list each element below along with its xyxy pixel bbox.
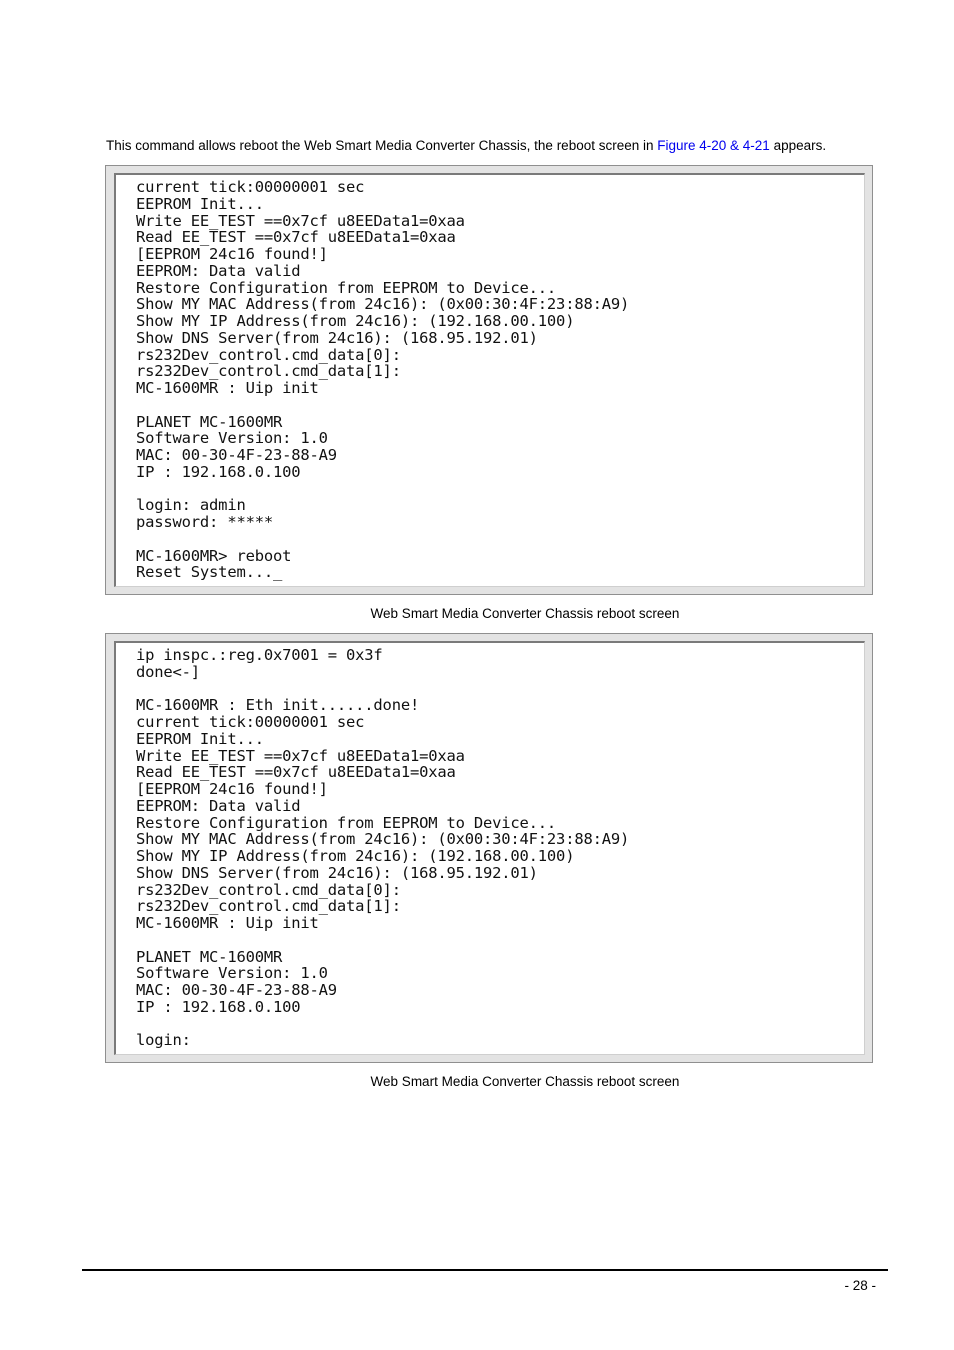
terminal-line: login: — [136, 1031, 191, 1050]
intro-text-end: appears. — [769, 138, 827, 153]
figure-caption: Web Smart Media Converter Chassis reboot screen — [370, 1074, 680, 1089]
terminal-line: current tick:00000001 sec — [136, 178, 365, 196]
terminal-line: Software Version: 1.0 — [136, 964, 328, 983]
terminal-line: Read EE_TEST ==0x7cf u8EEData1=0xaa — [136, 763, 456, 782]
terminal-line: [EEPROM 24c16 found!] — [136, 780, 328, 798]
terminal-line: Show MY IP Address(from 24c16): (192.168.00.100) — [136, 847, 575, 865]
terminal-line: Reset System..._ — [136, 563, 283, 582]
terminal-line: rs232Dev_control.cmd_data[0]: — [136, 345, 401, 364]
terminal-line: MC-1600MR : Uip init — [136, 379, 319, 397]
terminal-line: Show DNS Server(from 24c16): (168.95.192.01) — [136, 328, 538, 347]
terminal-line: MAC: 00-30-4F-23-88-A9 — [136, 981, 337, 999]
terminal-line: Show MY IP Address(from 24c16): (192.168.00.100) — [136, 312, 575, 330]
figure-reference-link[interactable]: Figure 4-20 & 4-21 — [657, 138, 770, 153]
terminal-output — [114, 641, 865, 1055]
terminal-line: MC-1600MR : Eth init......done! — [136, 696, 420, 715]
terminal-line: rs232Dev_control.cmd_data[1]: — [136, 362, 401, 381]
terminal-line: EEPROM Init... — [136, 194, 264, 213]
terminal-line: [EEPROM 24c16 found!] — [136, 245, 328, 263]
terminal-line: Show DNS Server(from 24c16): (168.95.192.01) — [136, 863, 538, 882]
page-number: - 28 - — [844, 1278, 876, 1293]
terminal-line — [136, 1016, 864, 1033]
footer-divider — [82, 1269, 888, 1271]
terminal-line: password: ***** — [136, 513, 273, 531]
terminal-line — [136, 397, 864, 414]
terminal-line: Software Version: 1.0 — [136, 429, 328, 448]
terminal-line — [136, 932, 864, 949]
terminal-line: ip inspc.:reg.0x7001 = 0x3f — [136, 646, 383, 664]
terminal-line: login: admin — [136, 496, 246, 515]
terminal-line: MAC: 00-30-4F-23-88-A9 — [136, 446, 337, 464]
terminal-line: Restore Configuration from EEPROM to Device... — [136, 278, 557, 297]
terminal-line — [136, 481, 864, 498]
terminal-line: IP : 192.168.0.100 — [136, 997, 301, 1016]
terminal-line: IP : 192.168.0.100 — [136, 462, 301, 481]
terminal-line: current tick:00000001 sec — [136, 713, 365, 731]
terminal-line: PLANET MC-1600MR — [136, 947, 283, 966]
terminal-line: MC-1600MR> reboot — [136, 546, 292, 565]
intro-text: This command allows reboot the Web Smart Media Converter Chassis, the reboot screen in — [106, 138, 658, 153]
figure-caption: Web Smart Media Converter Chassis reboot screen — [370, 606, 680, 621]
terminal-line: PLANET MC-1600MR — [136, 412, 283, 431]
intro-paragraph — [106, 137, 896, 155]
terminal-screenshot-boot — [105, 633, 873, 1063]
terminal-line: Restore Configuration from EEPROM to Device... — [136, 813, 557, 832]
terminal-line: Write EE_TEST ==0x7cf u8EEData1=0xaa — [136, 746, 465, 765]
terminal-line: MC-1600MR : Uip init — [136, 914, 319, 932]
terminal-line: done<-] — [136, 662, 200, 681]
terminal-line: Read EE_TEST ==0x7cf u8EEData1=0xaa — [136, 228, 456, 247]
terminal-line: EEPROM: Data valid — [136, 261, 301, 280]
terminal-line — [136, 531, 864, 548]
terminal-line — [136, 681, 864, 698]
terminal-line: rs232Dev_control.cmd_data[0]: — [136, 880, 401, 899]
terminal-line: EEPROM: Data valid — [136, 796, 301, 815]
terminal-line: Write EE_TEST ==0x7cf u8EEData1=0xaa — [136, 211, 465, 230]
terminal-line: Show MY MAC Address(from 24c16): (0x00:30:4F:23:88:A9) — [136, 830, 630, 849]
terminal-screenshot-reboot — [105, 165, 873, 595]
terminal-output — [114, 173, 865, 587]
terminal-line: EEPROM Init... — [136, 729, 264, 748]
terminal-line: Show MY MAC Address(from 24c16): (0x00:30:4F:23:88:A9) — [136, 295, 630, 314]
terminal-line: rs232Dev_control.cmd_data[1]: — [136, 897, 401, 916]
